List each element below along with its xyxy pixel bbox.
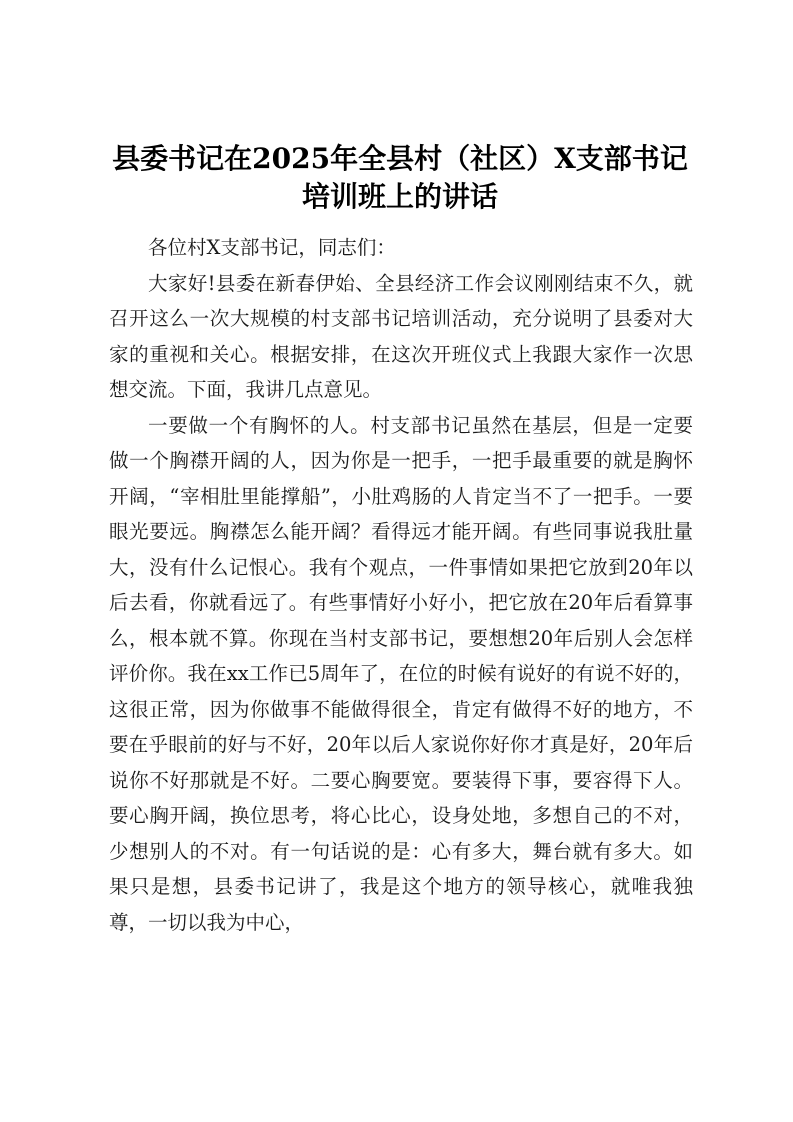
salutation: 各位村X支部书记，同志们： [148, 236, 396, 259]
paragraph-point-one: 一要做一个有胸怀的人。村支部书记虽然在基层，但是一定要做一个胸襟开阔的人，因为你是一把手，一把手最重要的就是胸怀开阔，“宰相肚里能撑船”，小肚鸡肠的人肯定当不了一把手。一要眼光要远。胸襟怎么能开阔？看得远才能开阔。有些同事说我肚量大，没有什么记恨心。我有个观点，一件事情如果把它放到20年以后去看，你就看远了。有些事情好小好小，把它放在20年后看算事么，根本就不算。你现在当村支部书记，要想想20年后别人会怎样评价你。我在xx工作已5周年了，在位的时候有说好的有说不好的，这很正常，因为你做事不能做得很全，肯定有做得不好的地方，不要在乎眼前的好与不好，20年以后人家说你好你才真是好，20年后说你不好那就是不好。二要心胸要宽。要装得下事，要容得下人。要心胸开阔，换位思考，将心比心，设身处地，多想自己的不对，少想别人的不对。有一句话说的是：心有多大，舞台就有多大。如果只是想，县委书记讲了，我是这个地方的领导核心，就唯我独尊，一切以我为中心， [109, 413, 693, 934]
document-body [109, 230, 693, 940]
paragraph-opening: 大家好!县委在新春伊始、全县经济工作会议刚刚结束不久，就召开这么一次大规模的村支部书记培训活动，充分说明了县委对大家的重视和关心。根据安排，在这次开班仪式上我跟大家作一次思想交流。下面，我讲几点意见。 [109, 271, 693, 401]
document-title [100, 140, 700, 216]
title-line-2: 培训班上的讲话 [301, 180, 498, 213]
title-line-1: 县委书记在2025年全县村（社区）X支部书记 [112, 142, 688, 175]
